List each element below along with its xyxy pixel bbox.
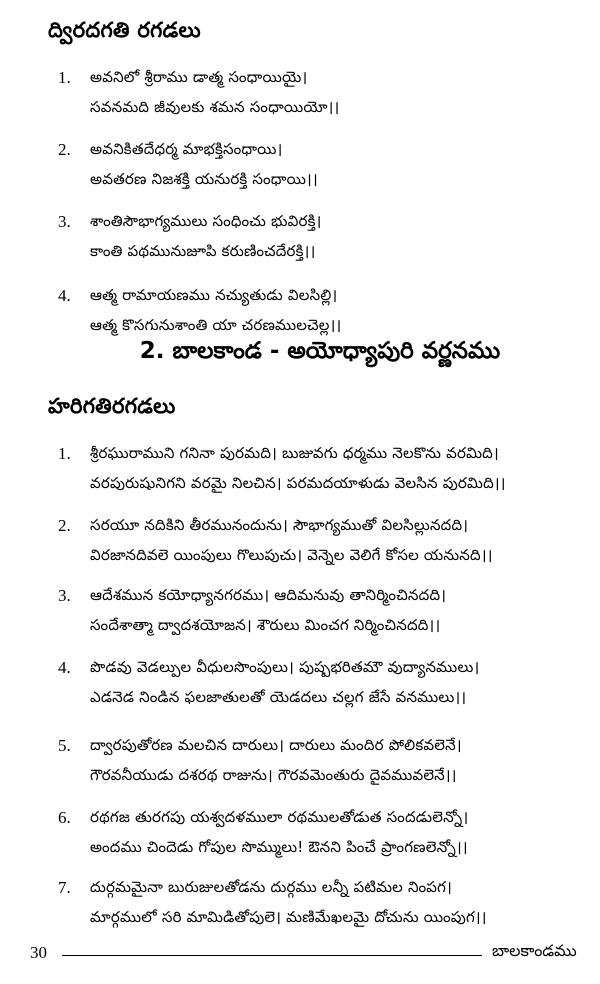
verse-number: 2. [58,140,71,159]
page-number: 30 [30,943,47,962]
verse-line-1: అవనికితదేధర్మ మాభక్తిసంధాయి। [90,140,283,158]
verse-line-2: ఆత్మ కొసగునుశాంతి యా చరణములచెల్ల।। [90,316,342,334]
verse-line-2: అవతరణ నిజశక్తి యనురక్తి సంధాయి।। [90,170,318,188]
verse-number: 6. [58,808,71,827]
verse-number: 3. [58,212,71,231]
verse-line-2: సందేశాత్మా ద్వాదశయోజన। శౌరులు మించగ నిర్మించినదది।। [90,616,441,634]
verse-number: 4. [58,658,71,677]
verse-line-1: దుర్గమమైనా బురుజులతోడను దుర్గము లన్నీ పటిమల నింపగ। [90,878,453,896]
verse-line-2: అందము చిందెడు గోపుల సొమ్ములు! ఔనని పించే ప్రాంగణలెన్నో।। [90,838,468,856]
section-heading-dwiradagati: ద్విరదగతి రగడలు [48,18,201,42]
verse-number: 4. [58,286,71,305]
verse-line-1: ద్వారపుతోరణ మలచిన దారులు। దారులు మందిర పోలికవలెనే। [90,736,462,754]
verse-line-1: రథగజ తురగపు యశ్వదళములా రథములతోడుత సందడులెన్నో। [90,808,469,826]
verse-number: 5. [58,736,71,755]
verse-number: 1. [58,68,71,87]
chapter-title: 2. బాలకాండ - అయోధ్యాపురి వర్ణనము [139,338,501,364]
verse-line-1: పొడవు వెడల్పుల వీధులసొంపులు। పుష్పభరితమౌ వుద్యానములు। [90,658,480,676]
verse-line-1: సరయూ నదికిని తీరమునందును। సౌభాగ్యముతో విలసిల్లునదది। [90,516,469,534]
verse-line-2: విరజానదివలె యింపులు గొలుపుచు। వెన్నెల వెలిగే కోసల యనునది।। [90,546,493,564]
verse-number: 7. [58,878,71,897]
verse-number: 3. [58,586,71,605]
verse-line-2: సవనమది జీవులకు శమన సంధాయియో।। [90,98,340,116]
footer-rule [62,955,482,956]
verse-line-1: ఆదేశమున కయోధ్యానగరము। ఆదిమనువు తానిర్మించినదది। [90,586,447,604]
verse-line-1: ఆత్మ రామాయణము నచ్యుతుడు విలసిల్లి। [90,286,338,304]
verse-line-2: మార్గములో సరి మామిడితోపులె। మణిమేఖలమై దోచును యింపుగ।। [90,908,487,926]
section-heading-harigati: హరిగతిరగడలు [48,394,176,418]
verse-line-2: వరపురుషునిగని వరమై నిలచిన। పరమదయాళుడు వెలసిన పురమిది।। [90,474,506,492]
verse-line-2: గౌరవనీయుడు దశరథ రాజును। గౌరవమెంతురు దైవమువలెనే।। [90,766,457,784]
running-title: బాలకాండము [492,941,577,960]
verse-line-1: శాంతిసౌభాగ్యములు సంధించు భువిరక్తి। [90,212,322,230]
verse-line-2: ఎడనెడ నిండిన ఫలజాతులతో యెడదలు చల్లగ జేసే వనములు।। [90,688,467,706]
verse-line-1: శ్రీరఘురాముని గనినా పురమది। బుజువగు ధర్మము నెలకొను వరమిది। [90,444,499,462]
verse-number: 1. [58,444,71,463]
verse-number: 2. [58,516,71,535]
verse-line-1: అవనిలో శ్రీరాము డాత్మ సంధాయియై। [90,68,308,86]
verse-line-2: కాంతి పథమునుజూపి కరుణించదేరక్తి।। [90,242,316,260]
